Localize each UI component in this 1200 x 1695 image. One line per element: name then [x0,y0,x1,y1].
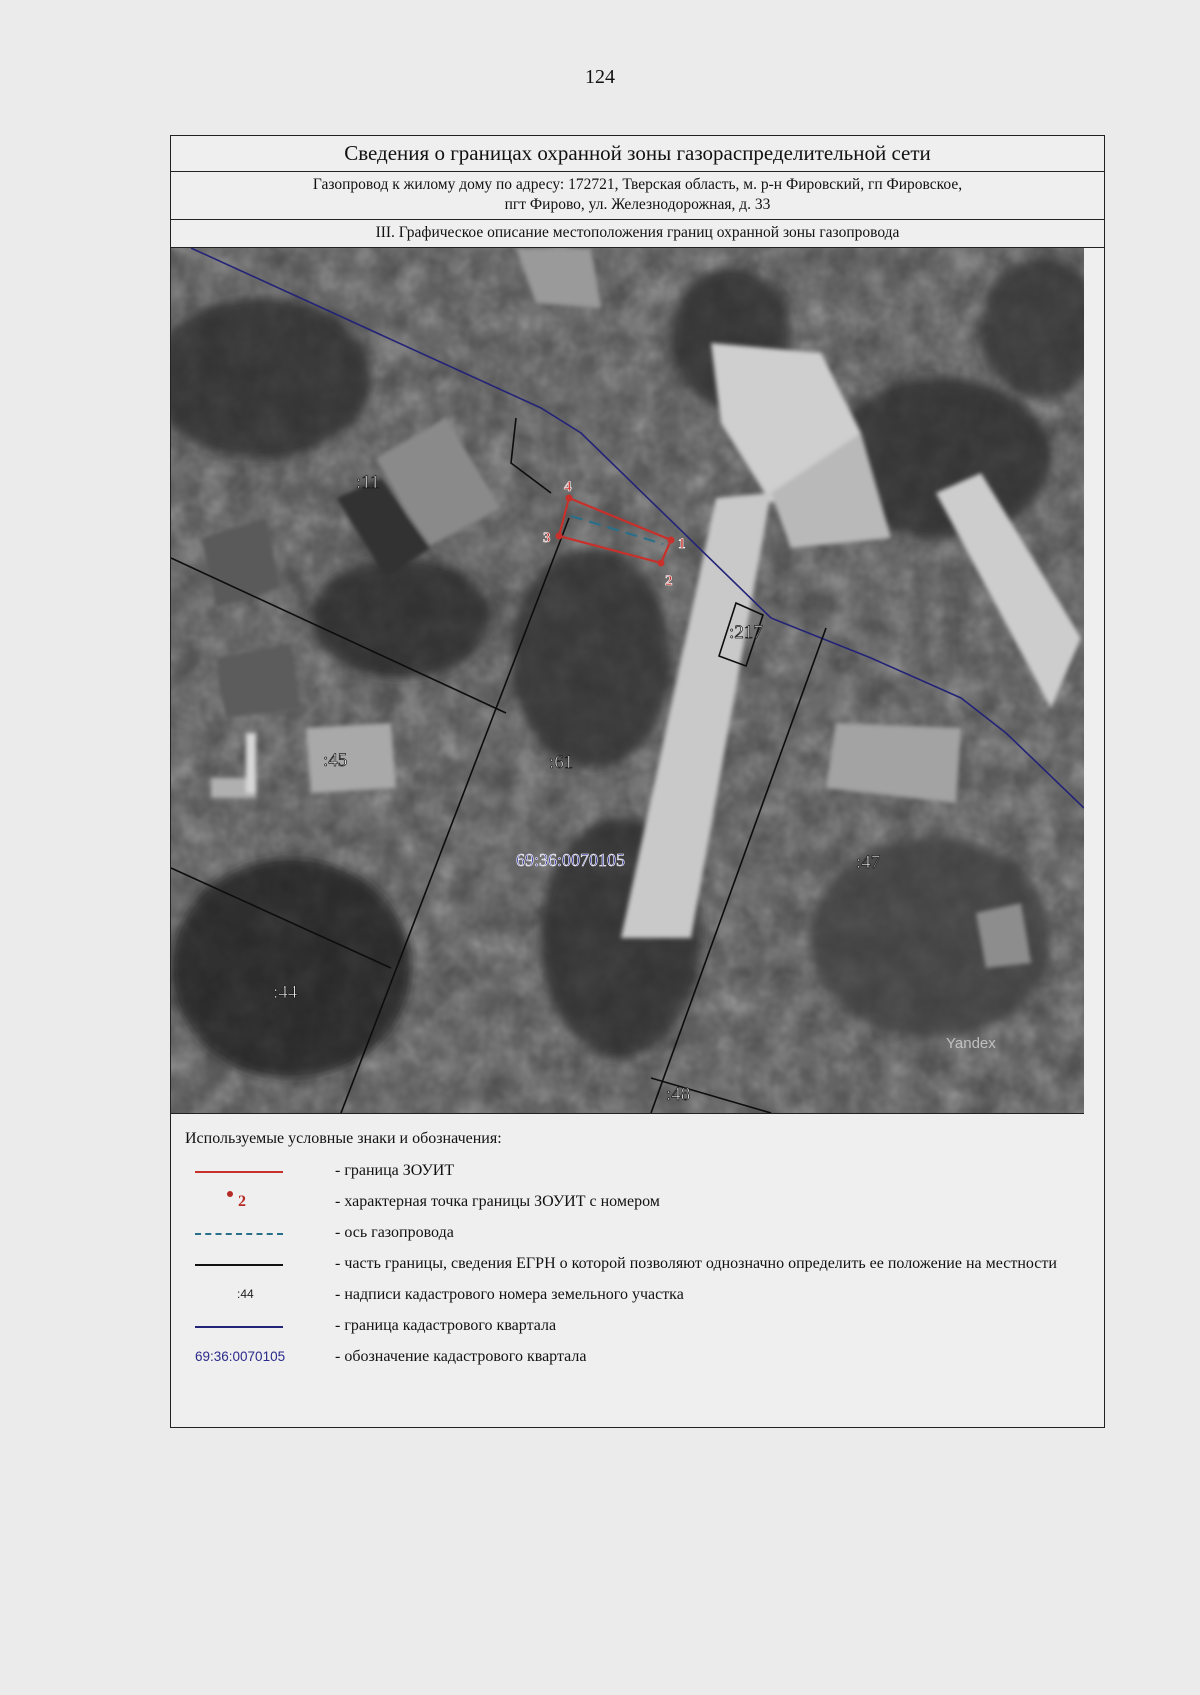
legend-item-quarter-label [185,1346,1104,1370]
legend-text: - обозначение кадастрового квартала [335,1348,587,1365]
legend-item-zouit-boundary [185,1160,1104,1184]
point-symbol-label: 2 [238,1193,246,1210]
legend-text: - характерная точка границы ЗОУИТ с номером [335,1193,660,1210]
parcel-label-symbol [185,1284,335,1308]
point-label-1: 1 [678,536,686,552]
dashed-line-symbol [185,1222,335,1246]
parcel-label-48: :48 [666,1084,691,1105]
legend-item-quarter-boundary [185,1315,1104,1339]
parcel-label-217: :217 [729,622,763,643]
black-line-symbol [185,1253,335,1277]
parcel-label-45: :45 [323,750,348,771]
address-line-1: Газопровод к жилому дому по адресу: 172721, Тверская область, м. р-н Фировский, гп Фировское, [312,176,963,193]
zouit-point-4 [566,495,573,502]
legend-text: - граница ЗОУИТ [335,1162,455,1179]
satellite-map[interactable] [171,248,1084,1114]
document-title: Сведения о границах охранной зоны газораспределительной сети [171,136,1104,172]
page-number: 124 [585,66,615,88]
red-line-symbol [185,1160,335,1184]
legend-item-pipeline-axis [185,1222,1104,1246]
object-address [171,172,1104,220]
navy-line-symbol [185,1315,335,1339]
legend-text: - часть границы, сведения ЕГРН о которой позволяют однозначно определить ее положение на местности [335,1255,1057,1272]
zouit-point-1 [668,537,675,544]
legend-item-zouit-point [185,1191,1104,1215]
address-line-2: пгт Фирово, ул. Железнодорожная, д. 33 [504,196,771,213]
zouit-point-3 [556,533,563,540]
point-label-2: 2 [665,573,673,589]
legend-text: - надписи кадастрового номера земельного участка [335,1286,684,1303]
map-legend [171,1114,1104,1370]
section-heading: III. Графическое описание местоположения границ охранной зоны газопровода [171,220,1104,248]
document-frame [170,135,1105,1428]
zouit-point-2 [658,560,665,567]
legend-text: - ось газопровода [335,1224,454,1241]
parcel-label-61: :61 [549,752,574,773]
parcel-symbol-label: :44 [237,1287,254,1301]
legend-heading: Используемые условные знаки и обозначения: [185,1130,502,1147]
parcel-label-11: :11 [356,472,380,493]
quarter-symbol-label: 69:36:0070105 [195,1349,286,1364]
legend-item-parcel-label [185,1284,1104,1308]
parcel-label-44: :44 [273,982,298,1003]
quarter-label: 69:36:0070105 [516,850,626,870]
parcel-label-47: :47 [856,852,881,873]
point-label-4: 4 [564,479,572,495]
point-label-3: 3 [543,530,551,546]
map-canvas [171,248,1084,1113]
legend-item-parcel-boundary [185,1253,1104,1277]
legend-text: - граница кадастрового квартала [335,1317,557,1334]
map-watermark: Yandex [946,1035,996,1052]
red-point-symbol [185,1191,335,1215]
quarter-label-symbol [185,1346,335,1370]
